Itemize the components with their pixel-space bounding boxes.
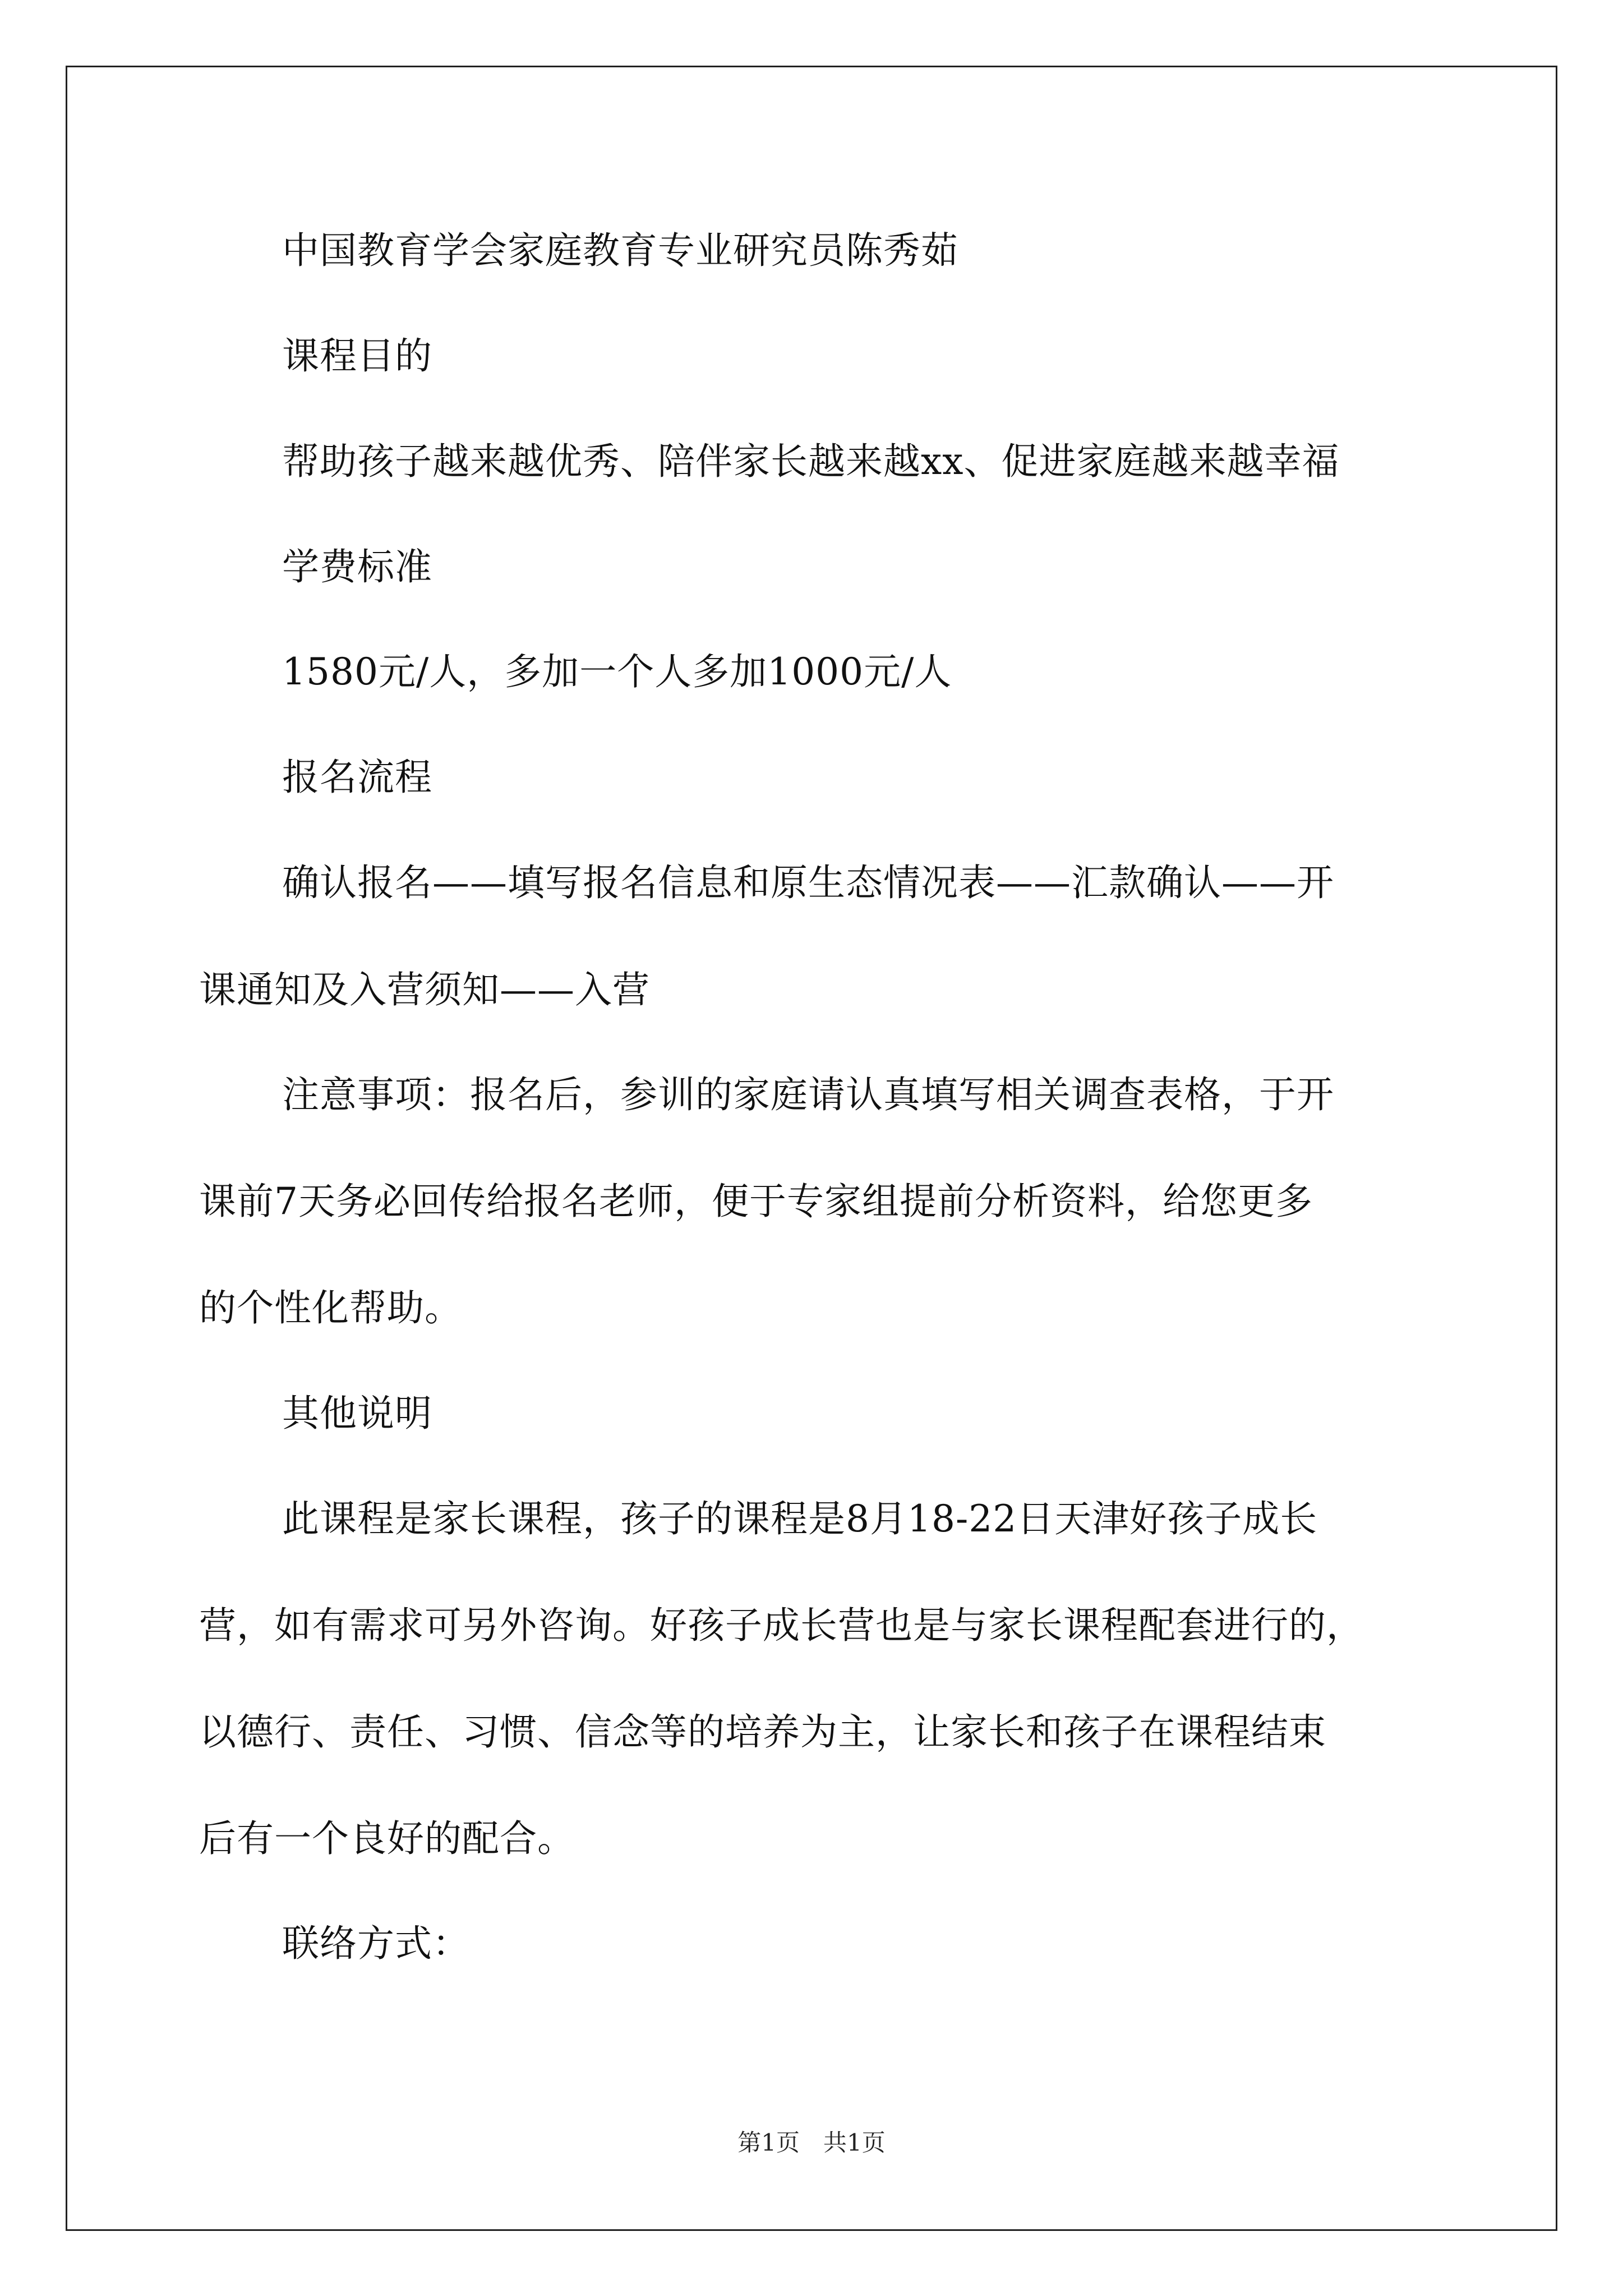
other-notes-line-4: 后有一个良好的配合。 [199,1817,575,1860]
heading-course-purpose: 课程目的 [282,334,432,378]
registration-process-line-1: 确认报名——填写报名信息和原生态情况表——汇款确认——开 [282,861,1334,904]
heading-tuition: 学费标准 [282,545,432,588]
tuition-text: 1580元/人，多加一个人多加1000元/人 [282,650,952,693]
notes-line-1: 注意事项：报名后，参训的家庭请认真填写相关调查表格，于开 [282,1073,1334,1116]
registration-process-line-2: 课通知及入营须知——入营 [199,968,650,1011]
course-purpose-text: 帮助孩子越来越优秀、陪伴家长越来越xx、促进家庭越来越幸福 [282,440,1340,483]
notes-line-2: 课前7天务必回传给报名老师，便于专家组提前分析资料，给您更多 [199,1180,1313,1223]
notes-line-3: 的个性化帮助。 [199,1286,462,1329]
other-notes-line-2: 营，如有需求可另外咨询。好孩子成长营也是与家长课程配套进行的， [199,1604,1364,1647]
other-notes-line-1: 此课程是家长课程，孩子的课程是8月18-22日天津好孩子成长 [282,1497,1318,1540]
author-line: 中国教育学会家庭教育专业研究员陈秀茹 [282,229,958,272]
heading-registration-process: 报名流程 [282,756,432,799]
page-border [66,66,1557,2231]
heading-other-notes: 其他说明 [282,1392,432,1435]
page-number: 第1页 共1页 [737,2129,886,2156]
other-notes-line-3: 以德行、责任、习惯、信念等的培养为主，让家长和孩子在课程结束 [199,1710,1326,1754]
heading-contact: 联络方式： [282,1922,470,1965]
